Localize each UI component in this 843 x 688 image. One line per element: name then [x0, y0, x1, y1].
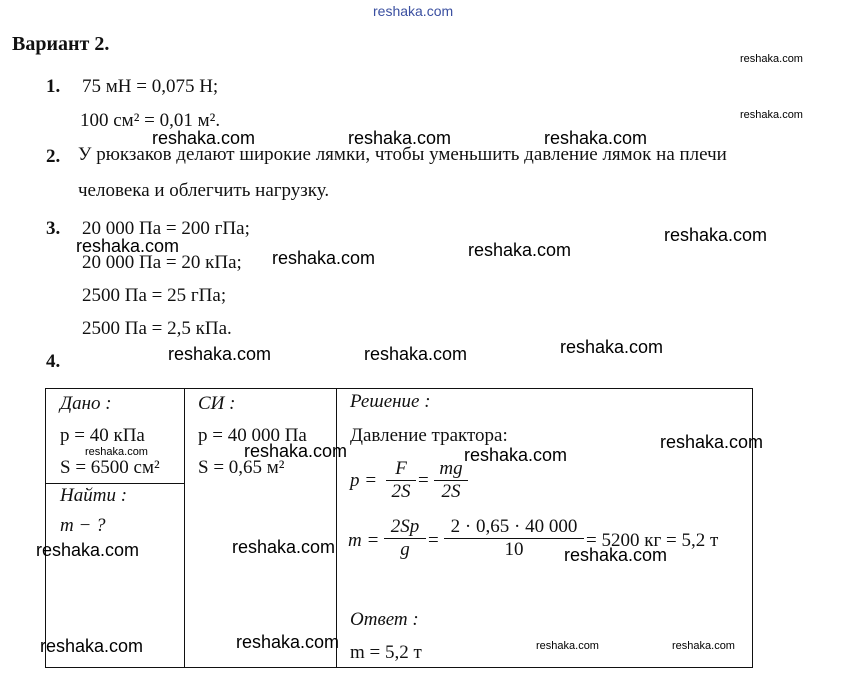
- formula2-f1-den: g: [400, 539, 410, 560]
- watermark: reshaka.com: [536, 640, 599, 652]
- find-title: Найти :: [60, 485, 128, 506]
- watermark: reshaka.com: [740, 53, 803, 65]
- watermark: reshaka.com: [464, 445, 568, 465]
- formula2-fraction-2: [444, 516, 584, 561]
- watermark: reshaka.com: [468, 240, 572, 260]
- given-area: S = 6500 см²: [60, 457, 160, 478]
- watermark: reshaka.com: [152, 128, 256, 148]
- si-area: S = 0,65 м²: [198, 457, 285, 478]
- given-pressure: p = 40 кПа: [60, 425, 145, 446]
- si-pressure: p = 40 000 Па: [198, 425, 307, 446]
- item-3-line-4: 2500 Па = 2,5 кПа.: [82, 318, 232, 339]
- watermark: reshaka.com: [40, 636, 144, 656]
- formula2-f2-den: 10: [504, 539, 524, 560]
- answer-value: m = 5,2 т: [350, 642, 422, 663]
- find-value: m − ?: [60, 515, 106, 536]
- item-3-line-3: 2500 Па = 25 гПа;: [82, 285, 227, 306]
- formula1-f1-den: 2S: [391, 481, 411, 502]
- formula2-fraction-1: [384, 516, 426, 561]
- watermark: reshaka.com: [76, 236, 180, 256]
- watermark: reshaka.com: [232, 537, 336, 557]
- formula1-f2-num: mg: [434, 458, 468, 481]
- item-3-number: 3.: [46, 218, 61, 239]
- watermark: reshaka.com: [85, 446, 148, 458]
- item-2-line-1: У рюкзаков делают широкие лямки, чтобы уменьшить давление лямок на плечи: [78, 144, 727, 165]
- watermark-top: reshaka.com: [373, 3, 454, 19]
- item-3-line-2: 20 000 Па = 20 кПа;: [82, 252, 242, 273]
- watermark: reshaka.com: [560, 337, 664, 357]
- watermark: reshaka.com: [272, 248, 376, 268]
- watermark: reshaka.com: [364, 344, 468, 364]
- item-3-line-1: 20 000 Па = 200 гПа;: [82, 218, 250, 239]
- item-4-number: 4.: [46, 351, 61, 372]
- item-1-line-2: 100 см² = 0,01 м².: [80, 110, 221, 131]
- formula2-f2-num: 2 · 0,65 · 40 000: [444, 516, 584, 539]
- formula2-result: = 5200 кг = 5,2 т: [586, 530, 719, 551]
- answer-title: Ответ :: [350, 609, 419, 630]
- si-title: СИ :: [198, 393, 236, 414]
- watermark: reshaka.com: [664, 225, 768, 245]
- item-1-number: 1.: [46, 76, 61, 97]
- page-title: Вариант 2.: [12, 33, 110, 55]
- watermark: reshaka.com: [564, 545, 668, 565]
- formula1-lhs: p =: [350, 470, 378, 491]
- solution-title: Решение :: [350, 391, 431, 412]
- watermark: reshaka.com: [236, 632, 340, 652]
- solution-text: Давление трактора:: [350, 425, 508, 446]
- item-2-line-2: человека и облегчить нагрузку.: [78, 180, 330, 201]
- watermark: reshaka.com: [168, 344, 272, 364]
- item-1-line-1: 75 мН = 0,075 Н;: [82, 76, 219, 97]
- formula1-eq: =: [418, 470, 429, 491]
- watermark: reshaka.com: [660, 432, 764, 452]
- watermark: reshaka.com: [36, 540, 140, 560]
- formula1-f1-num: F: [386, 458, 416, 481]
- watermark: reshaka.com: [740, 109, 803, 121]
- watermark: reshaka.com: [544, 128, 648, 148]
- formula1-f2-den: 2S: [441, 481, 461, 502]
- formula1-fraction-2: [434, 458, 468, 503]
- item-2-number: 2.: [46, 146, 61, 167]
- formula2-f1-num: 2Sp: [384, 516, 426, 539]
- watermark: reshaka.com: [348, 128, 452, 148]
- watermark: reshaka.com: [244, 441, 348, 461]
- formula2-lhs: m =: [348, 530, 380, 551]
- formula2-eq: =: [428, 530, 439, 551]
- given-title: Дано :: [60, 393, 112, 414]
- formula1-fraction-1: [386, 458, 416, 503]
- watermark: reshaka.com: [672, 640, 735, 652]
